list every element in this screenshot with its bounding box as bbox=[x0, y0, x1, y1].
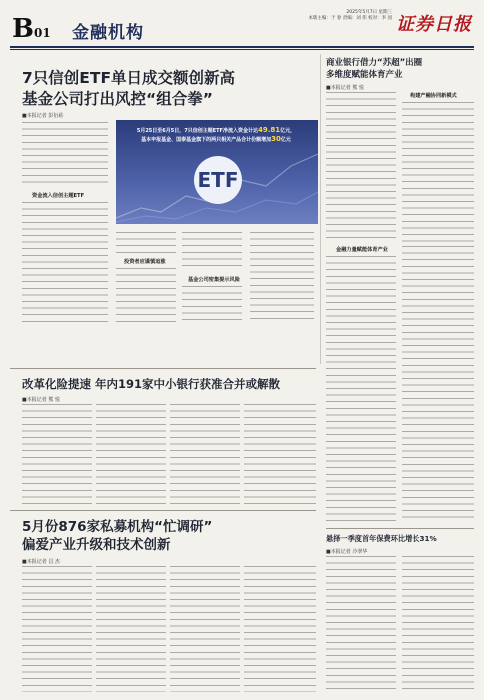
right-byline: ■本报记者 熊 悦 bbox=[326, 85, 364, 91]
date-line: 2025年5月7日 星期三 本版主编：于 春 责编：刘 伟 校对：李 园 bbox=[308, 10, 392, 21]
lead-subhead-3: 基金公司密集提示风险 bbox=[188, 277, 240, 283]
section-title: 金融机构 bbox=[72, 23, 144, 43]
bottom-paragraph-2 bbox=[96, 566, 166, 692]
right-subhead-1: 构建产融协同新模式 bbox=[410, 93, 457, 99]
bottom-byline: ■本报记者 昌 杰 bbox=[22, 559, 60, 565]
etf-badge-icon bbox=[183, 150, 253, 210]
middle-paragraph-3 bbox=[170, 404, 240, 504]
bottom-paragraph-1 bbox=[22, 566, 92, 692]
section-divider-1 bbox=[10, 368, 316, 369]
lead-headline[interactable]: 7只信创ETF单日成交额创新高 基金公司打出风控“组合拳” bbox=[22, 69, 236, 108]
middle-paragraph-2 bbox=[96, 404, 166, 504]
right-paragraph-4 bbox=[402, 246, 474, 522]
bottom-paragraph-4 bbox=[244, 566, 316, 692]
masthead bbox=[0, 0, 484, 48]
middle-byline: ■本报记者 熊 悦 bbox=[22, 397, 60, 403]
lead-paragraph-3 bbox=[116, 232, 176, 254]
lead-paragraph-5 bbox=[182, 232, 242, 270]
masthead-rule bbox=[10, 46, 474, 48]
masthead-rule-thin bbox=[10, 49, 474, 50]
lead-paragraph-7 bbox=[250, 232, 314, 322]
etf-badge-label: ETF bbox=[197, 168, 239, 192]
right-divider bbox=[326, 528, 474, 529]
right-subhead-2: 金融力量赋能体育产业 bbox=[336, 247, 388, 253]
middle-paragraph-4 bbox=[244, 404, 316, 504]
lead-byline: ■本报记者 彭衍菘 bbox=[22, 113, 64, 119]
lead-subhead-2: 投资者应谨慎追涨 bbox=[124, 259, 166, 265]
middle-paragraph-1 bbox=[22, 404, 92, 504]
newspaper-logo: 证券日报 bbox=[396, 14, 472, 35]
right-bottom-paragraph-1 bbox=[326, 556, 396, 692]
right-paragraph-3 bbox=[326, 256, 396, 522]
middle-headline[interactable]: 改革化险提速 年内191家中小银行获准合并或解散 bbox=[22, 377, 281, 391]
lead-paragraph-2 bbox=[22, 202, 108, 322]
photo-caption: 5月25日至6月5日，7只信创主题ETF净流入资金计达49.81亿元， 基本申报基金、国泰基金旗下的两只相关产品合计份额增加30亿元 bbox=[136, 126, 296, 143]
right-paragraph-1 bbox=[326, 92, 396, 242]
right-headline[interactable]: 商业银行借力“苏超”出圈 多维度赋能体育产业 bbox=[326, 58, 423, 80]
right-paragraph-2 bbox=[402, 102, 474, 242]
lead-paragraph-1 bbox=[22, 122, 108, 188]
right-bottom-headline[interactable]: 悬择一季度首年保费环比增长31% bbox=[326, 534, 437, 543]
bottom-paragraph-3 bbox=[170, 566, 240, 692]
bottom-headline[interactable]: 5月份876家私募机构“忙调研” 偏爱产业升级和技术创新 bbox=[22, 519, 213, 553]
page-number: B01 bbox=[12, 14, 51, 44]
section-divider-2 bbox=[10, 510, 316, 511]
column-divider bbox=[320, 54, 321, 364]
lead-subhead-1: 资金流入信创主题ETF bbox=[32, 193, 85, 199]
lead-paragraph-4 bbox=[116, 268, 176, 322]
right-bottom-paragraph-2 bbox=[402, 556, 474, 692]
lead-paragraph-6 bbox=[182, 286, 242, 322]
right-bottom-byline: ■本报记者 冷翠华 bbox=[326, 549, 368, 555]
